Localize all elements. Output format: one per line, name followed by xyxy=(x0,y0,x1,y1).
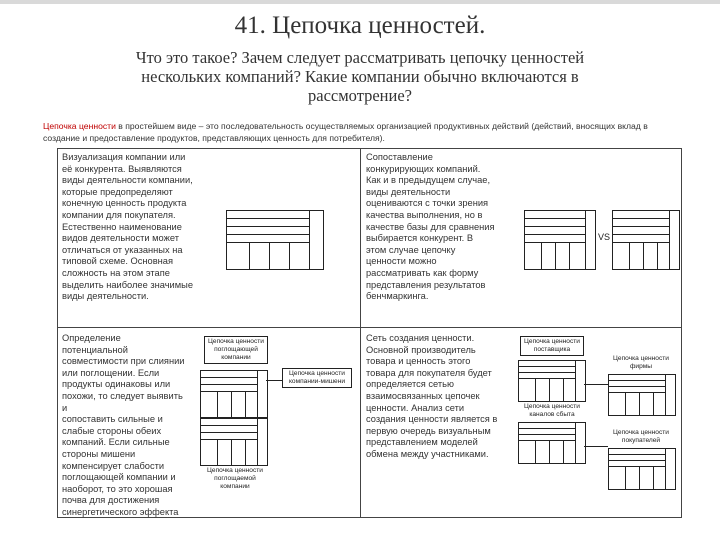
channel-chain xyxy=(518,422,586,464)
slide-title: 41. Цепочка ценностей. xyxy=(234,12,486,39)
competitor-chain-b xyxy=(612,210,680,270)
supplier-chain-label: Цепочка ценности поставщика xyxy=(520,336,584,356)
acquired-chain-label: Цепочка ценности поглощаемой компании xyxy=(200,466,270,492)
subtitle-line: рассмотрение? xyxy=(308,86,412,105)
value-chain-diagram xyxy=(226,210,324,270)
slide-subtitle xyxy=(60,48,660,105)
target-chain-label: Цепочка ценности компании-мишени xyxy=(282,368,352,388)
competitor-chain-a xyxy=(524,210,596,270)
cell-bottom-left-text: Определение потенциальной совместимости при слиянии или поглощении. Если продукты одинаковы или похожи, то следует выявить и сопоставить сильные и слабые стороны обеих компаний. Если сильные стороны мишени компенсирует слабости поглощающей компании и наоборот, то это хорошая почва для достижения синергетического эффекта xyxy=(62,333,185,517)
acquirer-chain xyxy=(200,370,268,418)
cell-bottom-right-text: Сеть создания ценности. Основной производитель товара и ценность этого товара для покупателя будет определяется сетью взаимосвязанных цепочек ценности. Анализ сети создания ценности является в первую очередь визуальным представлением моделей обмена между участниками. xyxy=(366,333,498,459)
top-rule xyxy=(0,0,720,4)
intro-text: в простейшем виде – это последовательность осуществляемых организацией продуктивных действий (действий, вносящих вклад в создание и предоставление продуктов, представляющих ценность для потребителя). xyxy=(43,121,648,143)
subtitle-line: нескольких компаний? Какие компании обычно включаются в xyxy=(141,67,579,86)
firm-chain-label: Цепочка ценности фирмы xyxy=(606,354,676,372)
channel-chain-label: Цепочка ценности каналов сбыта xyxy=(520,402,584,420)
cell-top-left-text: Визуализация компании или её конкурента. Выявляются виды деятельности компании, которые предопределяют конечную ценность продукта компании для покупателя. Естественно наименование видов деятельности может отличаться от указанных на типовой схеме. Основная сложность на этом этапе выделить наиболее значимые виды деятельности. xyxy=(62,152,193,302)
firm-chain xyxy=(608,374,676,416)
cell-top-right-text: Сопоставление конкурирующих компаний. Как и в предыдущем случае, виды деятельности оцениваются с точки зрения качества выполнения, но в качестве базы для сравнения выбирается конкурент. В этом случае цепочку ценности можно рассматривать как форму представления результатов бенчмаркинга. xyxy=(366,152,495,302)
subtitle-line: Что это такое? Зачем следует рассматривать цепочку ценностей xyxy=(135,48,585,67)
network-connector xyxy=(584,446,608,447)
intro-paragraph xyxy=(43,120,683,144)
network-connector xyxy=(584,384,608,385)
merger-connector xyxy=(266,380,282,381)
supplier-chain xyxy=(518,360,586,402)
buyer-chain xyxy=(608,448,676,490)
grid-divider-vertical xyxy=(360,148,361,518)
vs-label: VS xyxy=(598,232,611,242)
target-chain xyxy=(200,418,268,466)
buyer-chain-label: Цепочка ценности покупателей xyxy=(606,428,676,446)
intro-term: Цепочка ценности xyxy=(43,121,116,131)
grid-divider-horizontal xyxy=(57,327,682,328)
acquirer-chain-label: Цепочка ценности поглощающей компании xyxy=(204,336,268,364)
